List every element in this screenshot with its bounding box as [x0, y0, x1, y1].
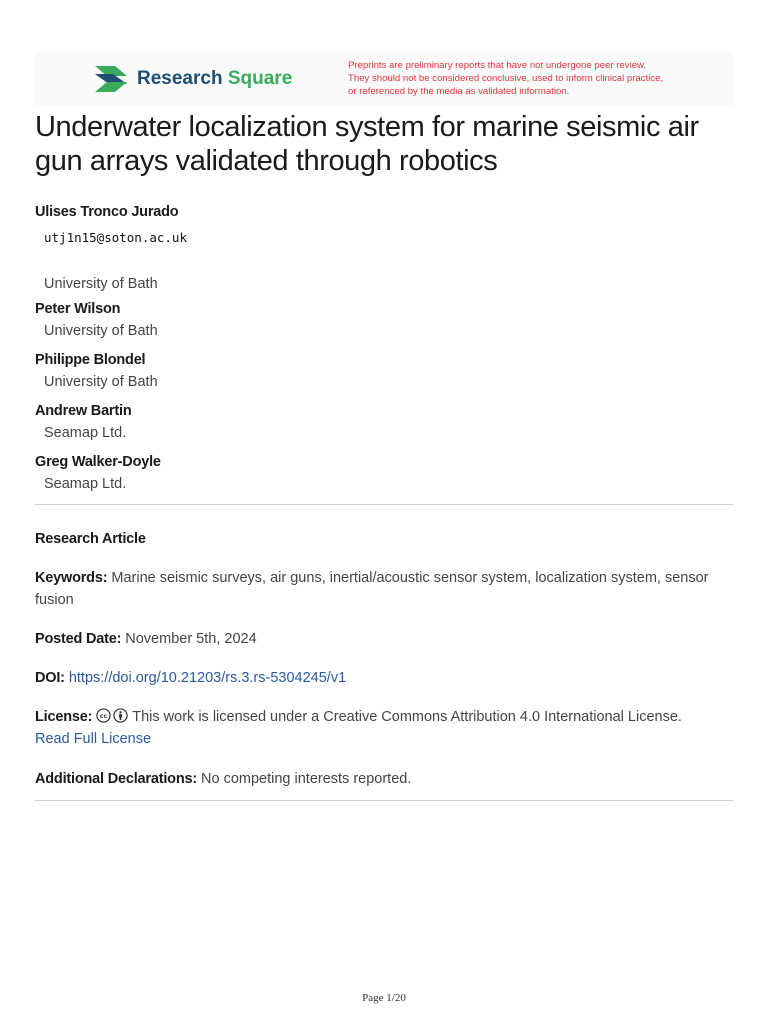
- preprint-disclaimer: [348, 59, 728, 98]
- keywords-value: Marine seismic surveys, air guns, inertial/acoustic sensor system, localization system, sensor fusion: [35, 570, 709, 608]
- research-square-logo-icon: [93, 64, 129, 94]
- logo-text-square: Square: [227, 68, 293, 89]
- author-name: Greg Walker-Doyle: [35, 454, 161, 470]
- declarations-label: Additional Declarations:: [35, 771, 197, 787]
- keywords-row: [35, 567, 735, 611]
- article-type: [35, 528, 735, 550]
- author-affiliation: University of Bath: [44, 323, 158, 339]
- disclaimer-line: Preprints are preliminary reports that have not undergone peer review.: [348, 60, 647, 71]
- disclaimer-line: or referenced by the media as validated information.: [348, 86, 570, 97]
- author-name: Ulises Tronco Jurado: [35, 204, 179, 220]
- license-text: This work is licensed under a Creative Commons Attribution 4.0 International License.: [132, 709, 682, 725]
- doi-link[interactable]: https://doi.org/10.21203/rs.3.rs-5304245/v1: [68, 670, 347, 686]
- posted-date-row: [35, 628, 735, 650]
- svg-text:cc: cc: [100, 713, 108, 721]
- author-entry: [35, 453, 735, 494]
- author-affiliation: Seamap Ltd.: [44, 425, 127, 441]
- license-label: License:: [35, 709, 93, 725]
- section-divider: [35, 800, 733, 801]
- research-square-logo[interactable]: [93, 64, 292, 94]
- doi-label: DOI:: [35, 670, 65, 686]
- by-icon: [113, 708, 128, 723]
- keywords-label: Keywords:: [35, 570, 108, 586]
- author-affiliation: Seamap Ltd.: [44, 476, 127, 492]
- logo-text-research: Research: [137, 68, 223, 89]
- posted-date-value: November 5th, 2024: [125, 631, 257, 647]
- author-name: Peter Wilson: [35, 301, 121, 317]
- doi-row: [35, 667, 735, 689]
- author-entry: [35, 402, 735, 443]
- author-name: Philippe Blondel: [35, 352, 146, 368]
- author-list: [35, 203, 735, 504]
- author-affiliation: University of Bath: [44, 276, 158, 292]
- preprint-banner: [35, 52, 733, 106]
- page-number: Page 1/20: [362, 992, 406, 1004]
- license-icons: [96, 708, 128, 723]
- cc-icon: [96, 708, 111, 723]
- license-row: [35, 706, 735, 750]
- declarations-value: No competing interests reported.: [201, 771, 412, 787]
- author-email[interactable]: utj1n15@soton.ac.uk: [44, 230, 187, 245]
- paper-title: Underwater localization system for marine seismic air gun arrays validated through robotics: [35, 111, 699, 177]
- declarations-row: [35, 768, 735, 790]
- author-affiliation: University of Bath: [44, 374, 158, 390]
- read-full-license-link[interactable]: Read Full License: [35, 731, 152, 747]
- posted-date-label: Posted Date:: [35, 631, 122, 647]
- author-entry: [35, 351, 735, 392]
- section-divider: [35, 504, 733, 505]
- logo-text: [137, 68, 292, 90]
- author-entry: [35, 203, 735, 294]
- author-name: Andrew Bartin: [35, 403, 132, 419]
- article-type-label: Research Article: [35, 531, 146, 547]
- disclaimer-line: They should not be considered conclusive, used to inform clinical practice,: [348, 73, 664, 84]
- author-entry: [35, 300, 735, 341]
